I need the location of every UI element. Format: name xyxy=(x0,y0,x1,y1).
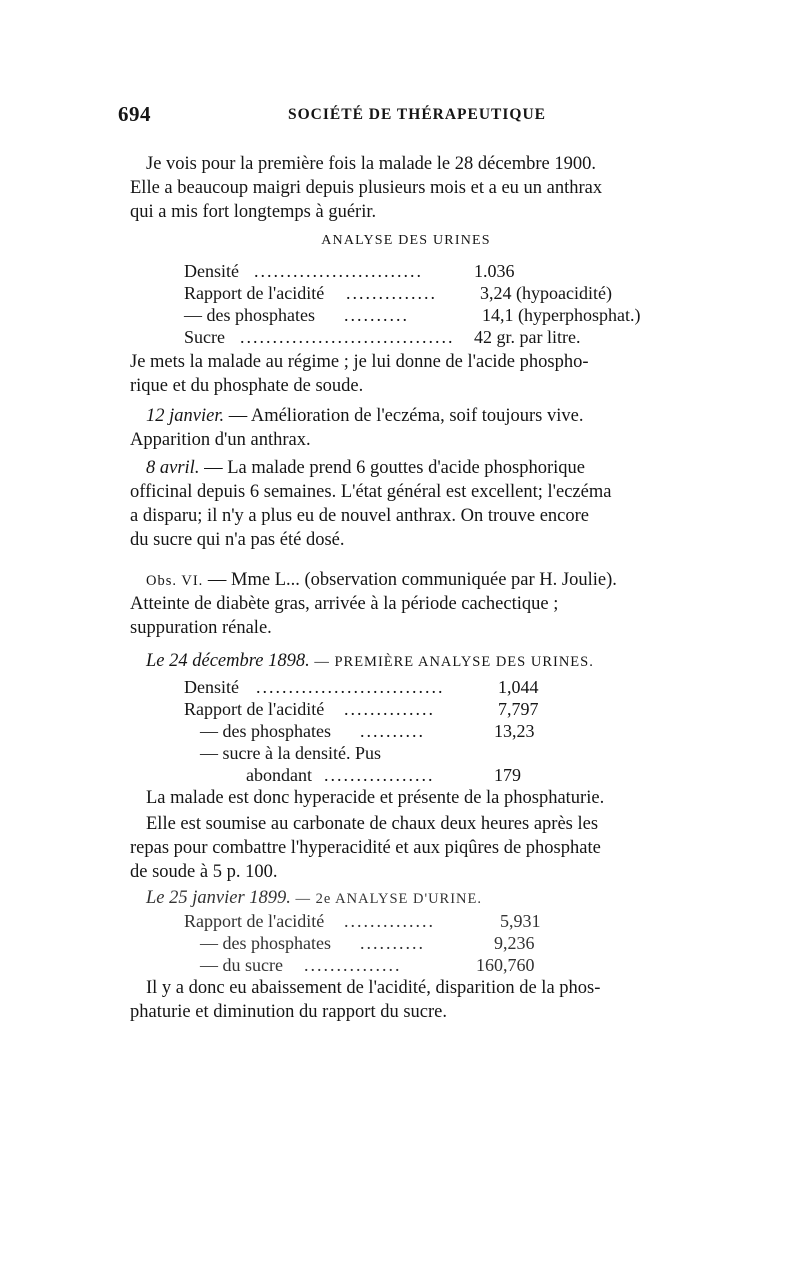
row-value: 42 gr. par litre. xyxy=(474,327,581,347)
para1-line1: Je vois pour la première fois la malade le 28 décembre 1900. xyxy=(146,154,597,174)
row-label: Rapport de l'acidité xyxy=(184,699,325,719)
page-header xyxy=(118,102,680,132)
obs-label: Obs. VI. xyxy=(146,573,204,589)
para4-line1 xyxy=(146,456,686,480)
analysis2-date: Le 24 décembre 1898. xyxy=(146,651,310,671)
row-label: — des phosphates xyxy=(184,305,315,325)
row-value: 1,044 xyxy=(498,677,539,697)
obs-line1-text: — Mme L... (observation communiquée par H. Joulie). xyxy=(203,570,617,590)
row-label: Densité xyxy=(184,261,239,281)
para5-line3: repas pour combattre l'hyperacidité et aux piqûres de phosphate xyxy=(130,838,601,858)
row-value: 5,931 xyxy=(500,911,541,931)
row-label: — des phosphates xyxy=(200,933,331,953)
running-head: SOCIÉTÉ DE THÉRAPEUTIQUE xyxy=(288,106,546,123)
para4-line2: officinal depuis 6 semaines. L'état général est excellent; l'eczéma xyxy=(130,482,612,502)
leader-dots: .............. xyxy=(344,911,435,931)
obs-line2: Atteinte de diabète gras, arrivée à la période cachectique ; xyxy=(130,594,559,614)
row-label: Densité xyxy=(184,677,239,697)
analysis3-date: Le 25 janvier 1899. xyxy=(146,888,291,908)
leader-dots: ................................. xyxy=(240,327,455,347)
row-value: 160,760 xyxy=(476,955,535,975)
analysis2-heading xyxy=(146,649,686,674)
row-label: — des phosphates xyxy=(200,721,331,741)
row-value: 14,1 (hyperphosphat.) xyxy=(482,305,641,325)
row-label: — sucre à la densité. Pus xyxy=(200,743,381,763)
para2-line2: rique et du phosphate de soude. xyxy=(130,376,364,396)
obs-line1 xyxy=(146,568,686,593)
leader-dots: .......... xyxy=(344,305,409,325)
row-value: 179 xyxy=(494,765,521,785)
para3-text: — Amélioration de l'eczéma, soif toujours vive. xyxy=(228,406,584,426)
leader-dots: .............. xyxy=(344,699,435,719)
para4-line3: a disparu; il n'y a plus eu de nouvel anthrax. On trouve encore xyxy=(130,506,590,526)
para5-line2: Elle est soumise au carbonate de chaux deux heures après les xyxy=(146,814,599,834)
para3-date: 12 janvier. xyxy=(146,406,225,426)
para2-line1: Je mets la malade au régime ; je lui donne de l'acide phospho- xyxy=(130,352,589,372)
row-label: Rapport de l'acidité xyxy=(184,911,325,931)
row-value: 7,797 xyxy=(498,699,539,719)
para5-line4: de soude à 5 p. 100. xyxy=(130,862,278,882)
analysis3-title: — 2e ANALYSE D'URINE. xyxy=(290,891,483,907)
row-label: abondant xyxy=(246,765,312,785)
row-value: 1.036 xyxy=(474,261,515,281)
para3-line1 xyxy=(146,404,686,428)
row-value: 3,24 (hypoacidité) xyxy=(480,283,612,303)
page-number: 694 xyxy=(118,102,151,126)
para1-line2: Elle a beaucoup maigri depuis plusieurs mois et a eu un anthrax xyxy=(130,178,603,198)
row-label: — du sucre xyxy=(200,955,283,975)
leader-dots: ................. xyxy=(324,765,435,785)
para6-line2: phaturie et diminution du rapport du sucre. xyxy=(130,1002,447,1022)
obs-line3: suppuration rénale. xyxy=(130,618,272,638)
para6-line1: Il y a donc eu abaissement de l'acidité, disparition de la phos- xyxy=(146,978,601,998)
leader-dots: .......................... xyxy=(254,261,423,281)
para3-line2: Apparition d'un anthrax. xyxy=(130,430,311,450)
row-value: 9,236 xyxy=(494,933,535,953)
row-value: 13,23 xyxy=(494,721,535,741)
leader-dots: ............... xyxy=(304,955,402,975)
leader-dots: ............................. xyxy=(256,677,445,697)
leader-dots: .......... xyxy=(360,933,425,953)
para1-line3: qui a mis fort longtemps à guérir. xyxy=(130,202,377,222)
row-label: Rapport de l'acidité xyxy=(184,283,325,303)
row-label: Sucre xyxy=(184,327,225,347)
leader-dots: .......... xyxy=(360,721,425,741)
para4-line4: du sucre qui n'a pas été dosé. xyxy=(130,530,345,550)
para5-line1: La malade est donc hyperacide et présente de la phosphaturie. xyxy=(146,788,605,808)
analysis2-title: — PREMIÈRE ANALYSE DES URINES. xyxy=(309,654,594,670)
para4-date: 8 avril. xyxy=(146,458,200,478)
leader-dots: .............. xyxy=(346,283,437,303)
para4-text: — La malade prend 6 gouttes d'acide phosphorique xyxy=(204,458,586,478)
analysis3-heading xyxy=(146,886,686,911)
analysis1-heading: ANALYSE DES URINES xyxy=(321,233,491,248)
